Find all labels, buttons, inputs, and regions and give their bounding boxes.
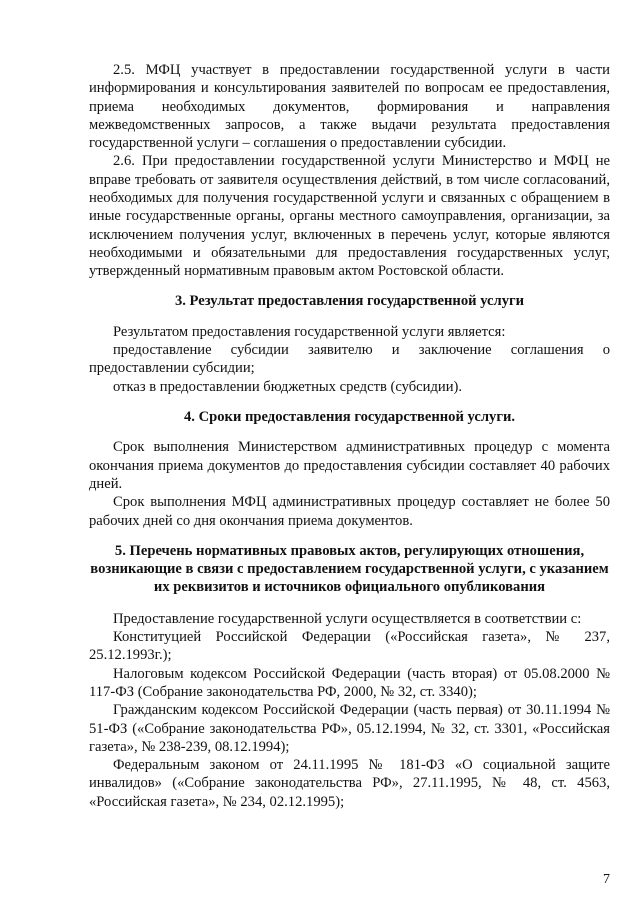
section-5-paragraph: Конституцией Российской Федерации («Российская газета», № 237, 25.12.1993г.);: [89, 629, 610, 664]
section-4-paragraph: Срок выполнения Министерством административных процедур с момента окончания приема документов до предоставления субсидии составляет 40 рабочих дней.: [89, 439, 610, 492]
section-3-paragraph: отказ в предоставлении бюджетных средств (субсидии).: [113, 378, 463, 395]
section-4-paragraph: Срок выполнения МФЦ административных процедур составляет не более 50 рабочих дней со дня окончания приема документов.: [89, 494, 610, 529]
section-5-paragraph: Федеральным законом от 24.11.1995 № 181-ФЗ «О социальной защите инвалидов» («Собрание законодательства РФ», 27.11.1995, № 48, ст. 4563, «Российская газета», № 234, 02.12.1995);: [89, 757, 610, 810]
section-5-paragraph: Предоставление государственной услуги осуществляется в соответствии с:: [113, 610, 582, 627]
section-3-heading: 3. Результат предоставления государственной услуги: [174, 292, 525, 309]
section-3-paragraph: предоставление субсидии заявителю и заключение соглашения о предоставлении субсидии;: [89, 342, 610, 377]
section-5-heading: 5. Перечень нормативных правовых актов, регулирующих отношения, возникающие в связи с предоставлением государственной услуги, с указанием их реквизитов и источников официального опубликования: [90, 542, 609, 596]
page-number: 7: [603, 872, 610, 887]
paragraph-2-5: 2.5. МФЦ участвует в предоставлении государственной услуги в части информирования и консультирования заявителей по вопросам ее предоставления, приема необходимых документов, формирования и направления межведомственных запросов, а также выдачи результата предоставления государственной услуги – соглашения о предоставлении субсидии.: [89, 62, 610, 152]
section-5-paragraph: Гражданским кодексом Российской Федерации (часть первая) от 30.11.1994 № 51-ФЗ («Собрание законодательства РФ», 05.12.1994, № 32, ст. 3301, «Российская газета», № 238-239, 08.12.1994);: [89, 702, 610, 755]
document-page: [89, 61, 610, 811]
section-4-heading: 4. Сроки предоставления государственной услуги.: [183, 409, 516, 426]
section-3-paragraph: Результатом предоставления государственной услуги является:: [113, 323, 506, 340]
section-5-paragraph: Налоговым кодексом Российской Федерации (часть вторая) от 05.08.2000 № 117-ФЗ (Собрание законодательства РФ, 2000, № 32, ст. 3340);: [89, 665, 610, 700]
paragraph-2-6: 2.6. При предоставлении государственной услуги Министерство и МФЦ не вправе требовать от заявителя осуществления действий, в том числе согласований, необходимых для получения государственной услуги и связанных с обращением в иные государственные органы, органы местного самоуправления, организации, за исключением получения услуг, включенных в перечень услуг, которые являются необходимыми и обязательными для предоставления государственных услуг, утвержденный нормативным правовым актом Ростовской области.: [89, 153, 610, 280]
